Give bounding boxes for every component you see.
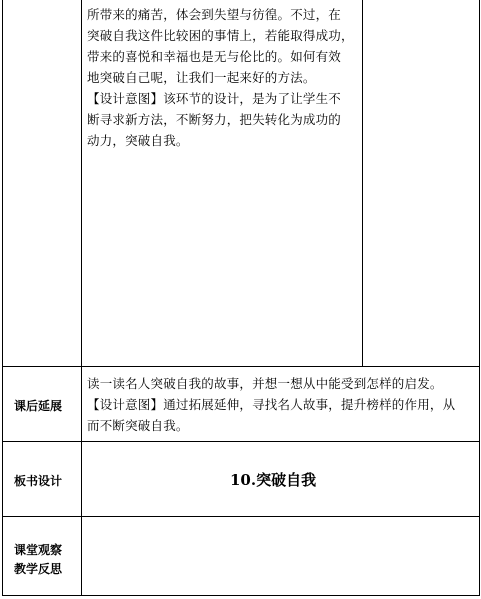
board-title: 10.突破自我 — [230, 471, 317, 489]
text-line: 所带来的痛苦，体会到失望与彷徨。不过，在 — [87, 7, 342, 22]
reflection-label-line1: 课堂观察 — [14, 543, 63, 557]
text-line: 动力，突破自我。 — [87, 133, 189, 148]
column-divider-label — [81, 0, 82, 595]
extension-label: 课后延展 — [14, 399, 63, 413]
design-intent-line: 【设计意图】通过拓展延伸，寻找名人故事，提升榜样的作用，从 — [87, 397, 456, 412]
reflection-label-line2: 教学反思 — [14, 562, 63, 576]
design-intent-line: 【设计意图】该环节的设计，是为了让学生不 — [87, 91, 342, 106]
text-line: 而不断突破自我。 — [87, 418, 189, 433]
text-line: 断寻求新方法，不断努力，把失转化为成功的 — [87, 112, 342, 127]
text-line: 地突破自己呢，让我们一起来好的方法。 — [87, 70, 316, 85]
text-line: 带来的喜悦和幸福也是无与伦比的。如何有效 — [87, 49, 342, 64]
row-divider-2 — [2, 441, 479, 442]
reflection-content — [82, 517, 478, 595]
board-design-label: 板书设计 — [14, 474, 63, 488]
row-divider-1 — [2, 366, 479, 367]
text-line: 突破自我这件比较困的事情上，若能取得成功， — [87, 28, 354, 43]
column-divider-notes — [362, 0, 363, 366]
text-line: 读一读名人突破自我的故事，并想一想从中能受到怎样的启发。 — [87, 376, 443, 391]
